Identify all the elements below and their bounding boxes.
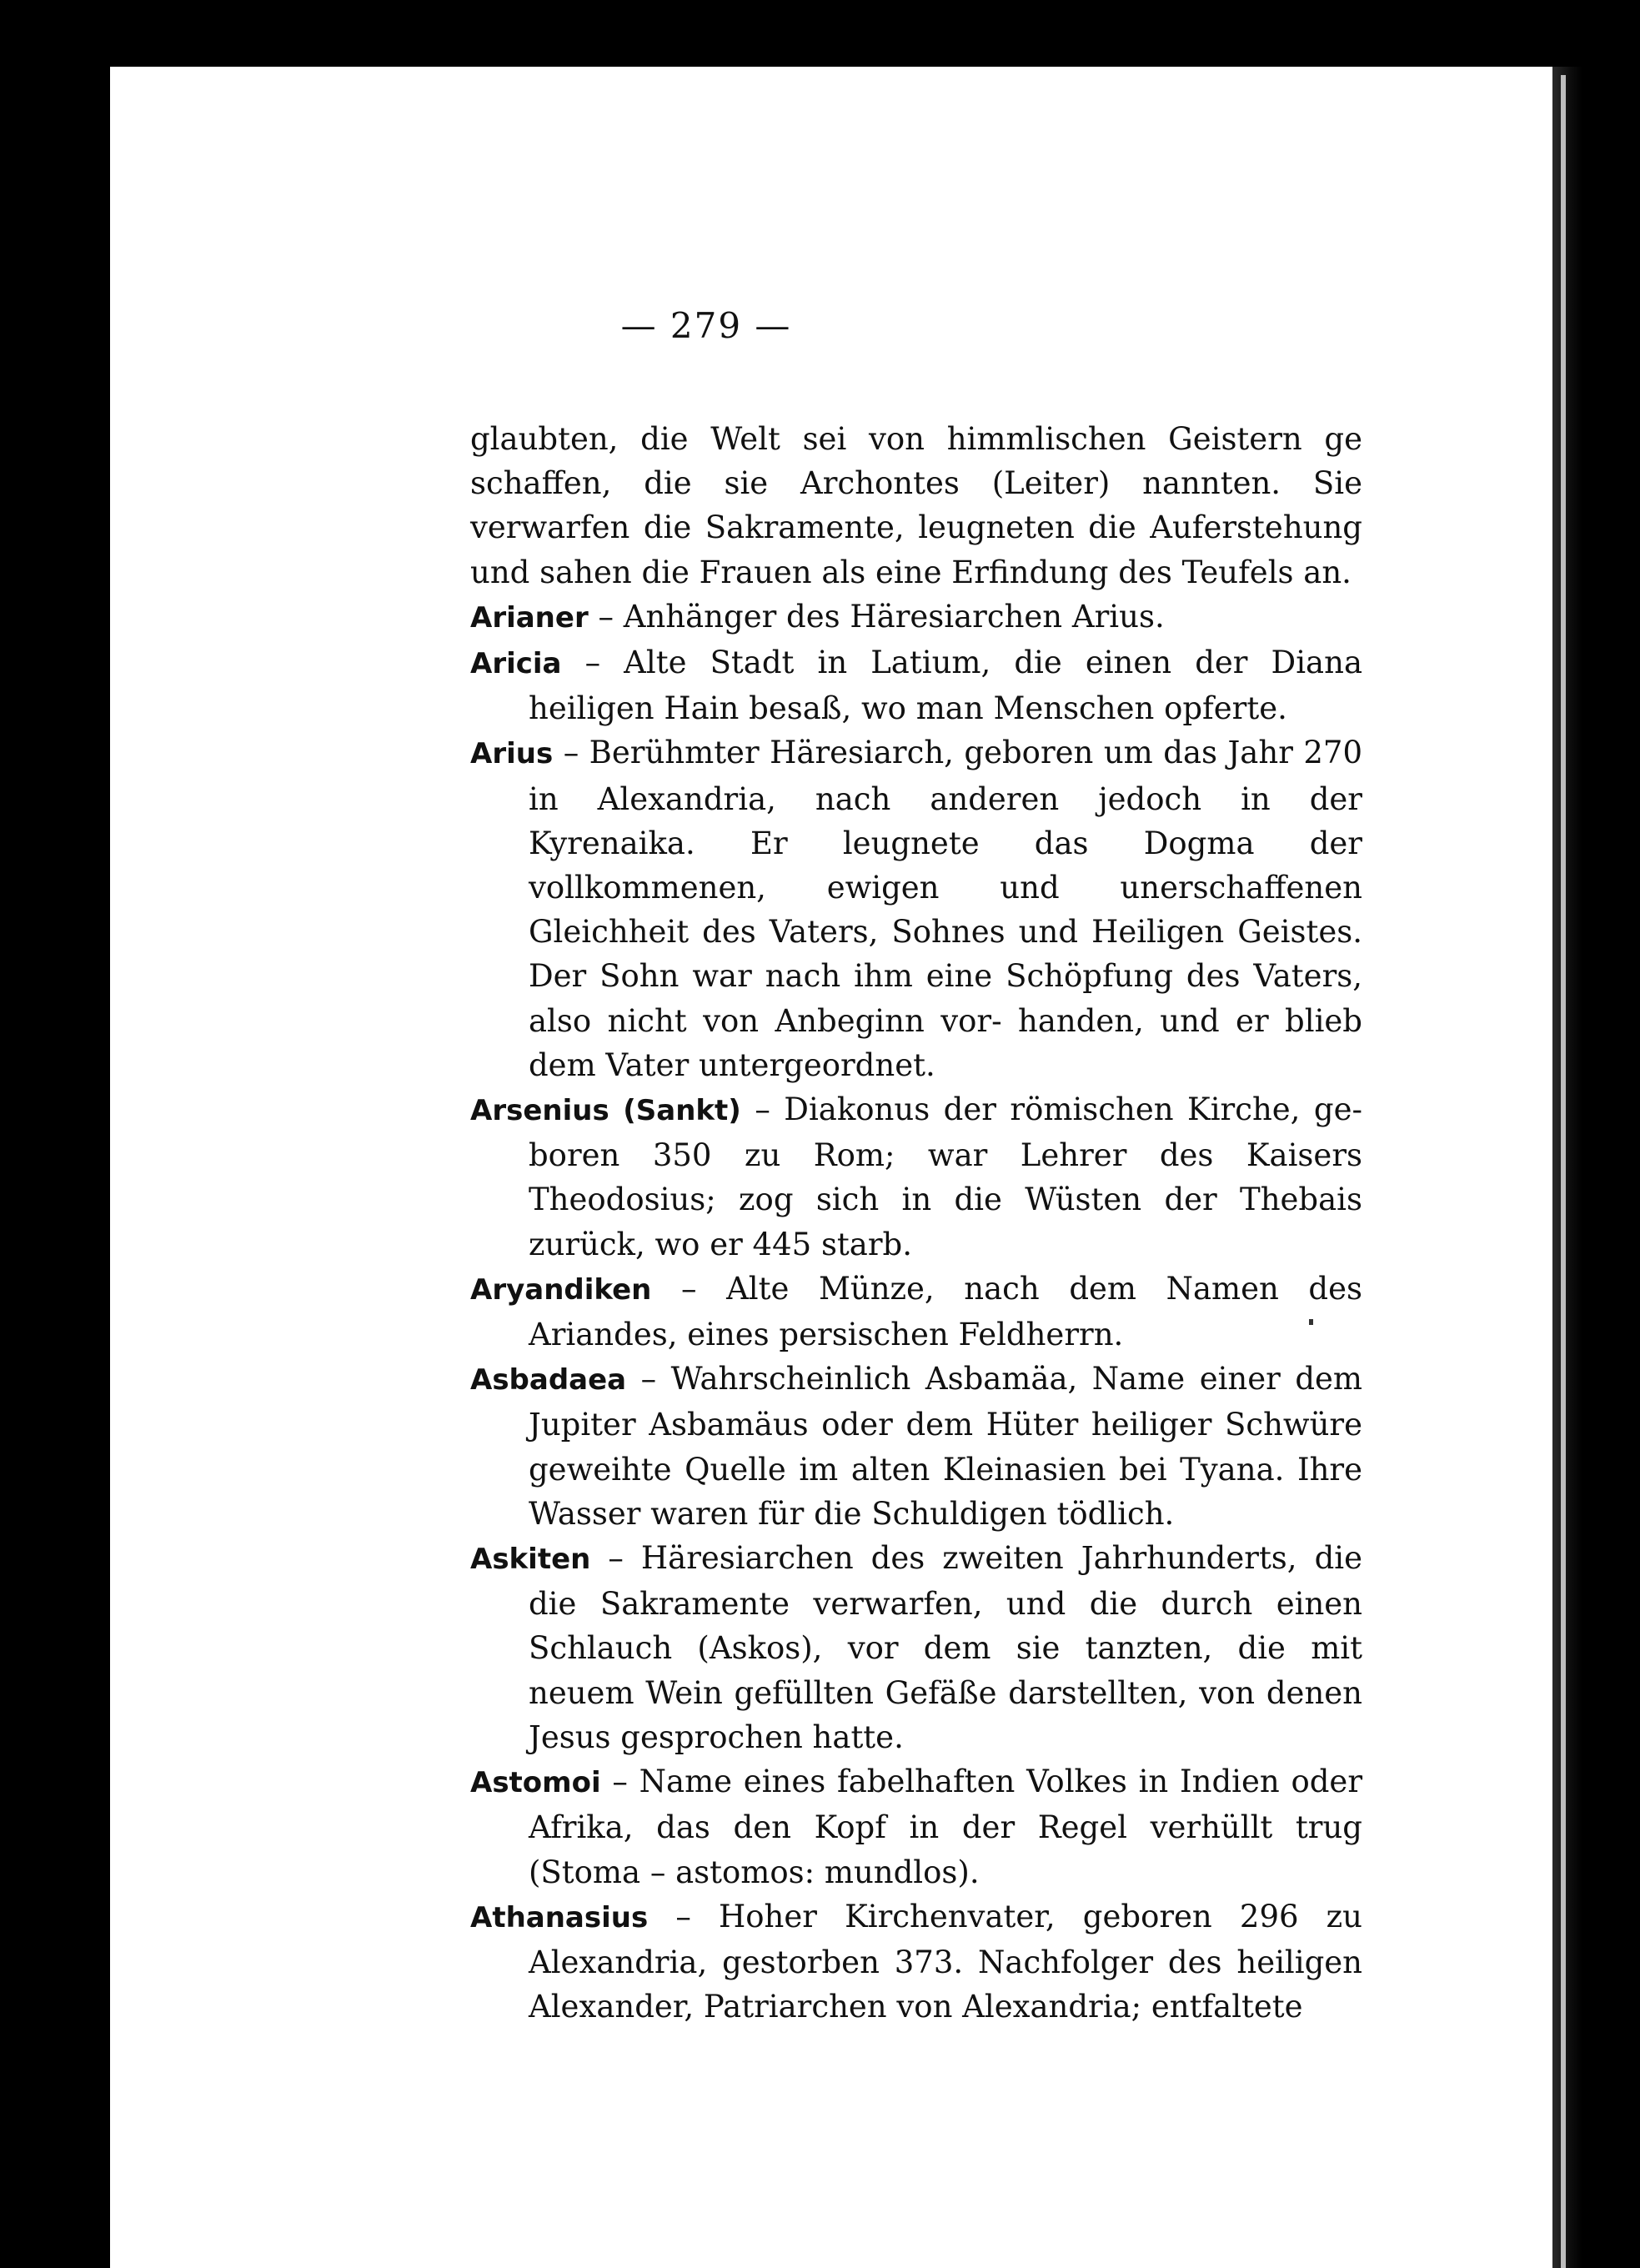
dictionary-entry xyxy=(470,640,1362,730)
entry-term: Askiten xyxy=(470,1543,591,1577)
book-page xyxy=(110,67,1552,2268)
entry-definition: – Alte Stadt in Latium, die einen der Diana heiligen Hain besaß, wo man Menschen opferte. xyxy=(529,645,1363,727)
entry-term: Astomoi xyxy=(470,1766,601,1800)
dictionary-entry xyxy=(470,595,1362,640)
entry-term: Arius xyxy=(470,737,554,771)
entry-definition: – Alte Münze, nach dem Namen des Ariandes, eines persischen Feldherrn. xyxy=(529,1270,1362,1353)
page-edge-line xyxy=(1561,75,1566,2268)
entry-definition: – Name eines fabelhaften Volkes in Indien oder Afrika, das den Kopf in der Regel verhüllt trug (Stoma – astomos: mundlos). xyxy=(529,1764,1363,1890)
dictionary-entry xyxy=(470,730,1362,1087)
dictionary-entry xyxy=(470,1894,1362,2030)
entry-definition: – Hoher Kirchenvater, geboren 296 zu Alexandria, gestorben 373. Nachfolger des heiligen Alexander, Patriarchen von Alexandria; entfaltete xyxy=(529,1898,1362,2025)
entry-term: Athanasius xyxy=(470,1900,649,1934)
entry-definition: – Wahrscheinlich Asbamäa, Name einer dem Jupiter Asbamäus oder dem Hüter heiliger Schwüre geweihte Quelle im alten Kleinasien bei Tyana. Ihre Wasser waren für die Schuldigen tödlich. xyxy=(529,1361,1363,1532)
entry-term: Asbadaea xyxy=(470,1363,627,1397)
entry-definition: – Diakonus der römischen Kirche, ge- boren 350 zu Rom; war Lehrer des Kaisers Theodosius; zog sich in die Wüsten der Thebais zurück, wo er 445 starb. xyxy=(529,1091,1362,1262)
entry-definition: – Berühmter Häresiarch, geboren um das Jahr 270 in Alexandria, nach anderen jedoch in der Kyrenaika. Er leugnete das Dogma der vollkommenen, ewigen und unerschaffenen Gleichheit des Vaters, Sohnes und Heiligen Geistes. Der Sohn war nach ihm eine Schöpfung des Vaters, also nicht von Anbeginn vor- handen, und er blieb dem Vater untergeordnet. xyxy=(529,735,1362,1083)
dictionary-entry xyxy=(470,1536,1362,1759)
continuation-paragraph: glaubten, die Welt sei von himmlischen Geistern ge schaffen, die sie Archontes (Leiter) nannten. Sie verwarfen die Sakramente, leugneten die Auferstehung und sahen die Frauen als eine Erfindung des Teufels an. xyxy=(470,421,1362,590)
entry-term: Aricia xyxy=(470,647,562,681)
dictionary-entry xyxy=(470,1267,1362,1357)
page-edge-shadow xyxy=(1552,67,1582,2268)
dictionary-entry xyxy=(470,1759,1362,1894)
page-number: — 279 — xyxy=(620,305,792,346)
entry-definition: – Anhänger des Häresiarchen Arius. xyxy=(598,598,1165,635)
entry-term: Arsenius (Sankt) xyxy=(470,1094,741,1128)
dictionary-entry xyxy=(470,1357,1362,1536)
entry-definition: – Häresiarchen des zweiten Jahrhunderts, die die Sakramente verwarfen, und die durch einen Schlauch (Askos), vor dem sie tanzten, die mit neuem Wein gefüllten Gefäße darstellten, von denen Jesus gesprochen hatte. xyxy=(529,1540,1362,1755)
entry-term: Aryandiken xyxy=(470,1272,652,1307)
entry-term: Arianer xyxy=(470,600,589,635)
dictionary-text xyxy=(470,417,1362,2029)
dictionary-entry xyxy=(470,1087,1362,1267)
scan-speck xyxy=(1309,1319,1313,1325)
